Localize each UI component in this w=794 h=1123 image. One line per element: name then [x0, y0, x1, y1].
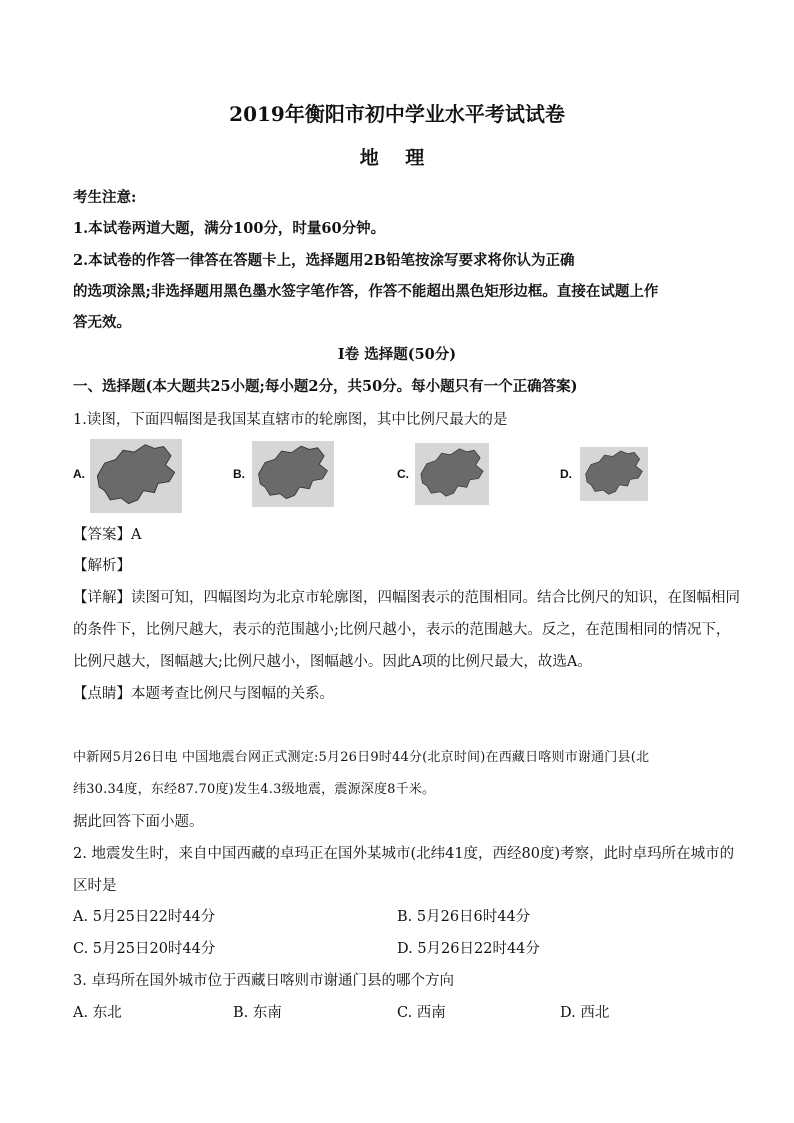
question-2-stem-line-1: 2. 地震发生时，来自中国西藏的卓玛正在国外某城市(北纬41度，西经80度)考察，此时卓玛所在城市的 — [73, 846, 735, 862]
beijing-outline-map-icon — [90, 439, 182, 513]
option-d-label: D. — [560, 467, 572, 481]
beijing-outline-map-icon — [580, 447, 648, 501]
section-instruction: 一、选择题(本大题共25小题;每小题2分，共50分。每小题只有一个正确答案) — [73, 378, 578, 395]
question-3-option-c: C. 西南 — [397, 1005, 446, 1021]
question-1-stem: 1.读图，下面四幅图是我国某直辖市的轮廓图，其中比例尺最大的是 — [73, 412, 508, 428]
question-3-option-d: D. 西北 — [560, 1005, 610, 1021]
question-1-detail-line-2: 的条件下，比例尺越大，表示的范围越小;比例尺越小，表示的范围越大。反之，在范围相同的情况下， — [73, 622, 731, 638]
news-prompt: 据此回答下面小题。 — [73, 814, 204, 830]
notice-item-2-line-3: 答无效。 — [73, 314, 131, 331]
page-title: 2019年衡阳市初中学业水平考试试卷 — [229, 102, 565, 126]
notice-item-2-line-1: 2.本试卷的作答一律答在答题卡上，选择题用2B铅笔按涂写要求将你认为正确 — [73, 252, 575, 269]
option-c — [397, 437, 497, 513]
option-d — [560, 437, 660, 513]
option-a-label: A. — [73, 467, 85, 481]
news-line-1: 中新网5月26日电 中国地震台网正式测定:5月26日9时44分(北京时间)在西藏日喀则市谢通门县(北 — [73, 750, 650, 765]
question-2-option-d: D. 5月26日22时44分 — [397, 941, 540, 957]
notice-heading: 考生注意: — [73, 189, 137, 206]
beijing-outline-map-icon — [415, 443, 489, 505]
question-2-stem-line-2: 区时是 — [73, 878, 117, 894]
question-1-comment: 【点睛】本题考查比例尺与图幅的关系。 — [73, 686, 334, 702]
section-title: I卷 选择题(50分) — [337, 346, 457, 363]
question-1-analysis-heading: 【解析】 — [73, 558, 131, 574]
question-1-detail-line-1: 【详解】读图可知，四幅图均为北京市轮廓图，四幅图表示的范围相同。结合比例尺的知识，在图幅相同 — [73, 590, 740, 606]
question-3-stem: 3. 卓玛所在国外城市位于西藏日喀则市谢通门县的哪个方向 — [73, 973, 454, 989]
question-2-option-b: B. 5月26日6时44分 — [397, 909, 531, 925]
option-b-label: B. — [233, 467, 245, 481]
news-line-2: 纬30.34度，东经87.70度)发生4.3级地震，震源深度8千米。 — [73, 782, 436, 797]
question-3-option-b: B. 东南 — [233, 1005, 282, 1021]
question-2-option-a: A. 5月25日22时44分 — [73, 909, 216, 925]
question-1-options — [0, 437, 794, 517]
subject-title: 地 理 — [359, 147, 435, 169]
beijing-outline-map-icon — [252, 441, 334, 507]
question-3-option-a: A. 东北 — [73, 1005, 122, 1021]
question-1-answer: 【答案】A — [73, 527, 142, 543]
notice-item-1: 1.本试卷两道大题，满分100分，时量60分钟。 — [73, 220, 386, 237]
question-2-option-c: C. 5月25日20时44分 — [73, 941, 216, 957]
question-1-detail-line-3: 比例尺越大，图幅越大;比例尺越小，图幅越小。因此A项的比例尺最大，故选A。 — [73, 654, 592, 670]
notice-item-2-line-2: 的选项涂黑;非选择题用黑色墨水签字笔作答，作答不能超出黑色矩形边框。直接在试题上作 — [73, 283, 659, 300]
option-b — [233, 437, 343, 513]
option-c-label: C. — [397, 467, 409, 481]
option-a — [73, 437, 193, 513]
